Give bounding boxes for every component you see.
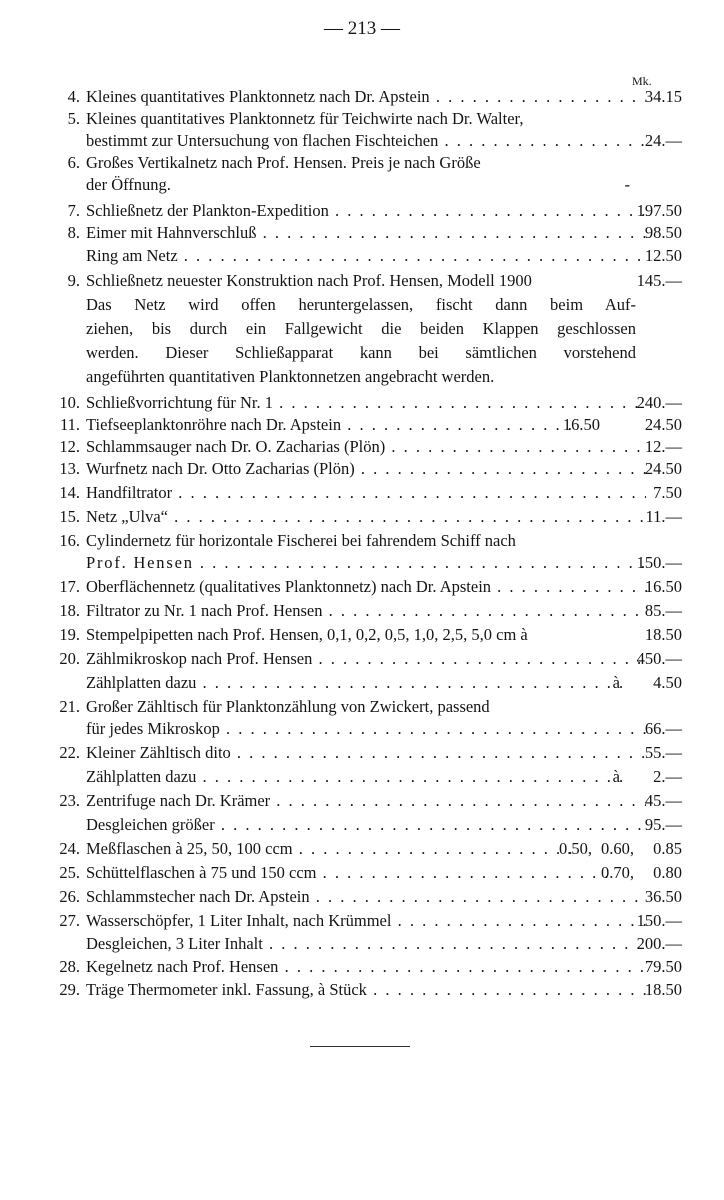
price-list-item	[50, 933, 682, 955]
item-number: 4.	[67, 87, 80, 106]
price-list-item	[50, 742, 682, 764]
item-number: 21.	[59, 697, 80, 716]
price-list-item	[50, 814, 682, 836]
item-price: 240.—	[636, 393, 682, 412]
price-list-item-continuation	[50, 718, 682, 740]
item-description: Großer Zähltisch für Planktonzählung von Zwickert, passend	[86, 697, 490, 716]
closing-rule	[310, 1046, 410, 1047]
item-price: 45.—	[644, 791, 682, 810]
item-description: Zentrifuge nach Dr. Krämer . . .	[86, 790, 646, 812]
item-description-cont: der Öffnung.	[86, 175, 171, 194]
price-list-item	[50, 245, 682, 267]
item-description: Kegelnetz nach Prof. Hensen . . .	[86, 956, 646, 978]
item-description: Wurfnetz nach Dr. Otto Zacharias (Plön) . . .	[86, 458, 646, 480]
item-price: 11.—	[645, 507, 682, 526]
price-list-item-continuation	[50, 130, 682, 152]
price-list-item-continuation	[50, 174, 682, 196]
item-price: 55.—	[644, 743, 682, 762]
note-line: werden. Dieser Schließapparat kann bei sämtlichen vorstehend	[86, 343, 636, 362]
item-number: 5.	[67, 109, 80, 128]
note-line: Das Netz wird offen heruntergelassen, fischt dann beim Auf-	[86, 295, 636, 314]
item-number: 8.	[67, 223, 80, 242]
item-price: 0.80	[653, 863, 682, 882]
item-description: Schüttelflaschen à 75 und 150 ccm . . .	[86, 862, 616, 884]
item-description-cont: bestimmt zur Untersuchung von flachen Fischteichen . . .	[86, 130, 646, 152]
item-number: 18.	[59, 601, 80, 620]
price-list-item	[50, 270, 682, 292]
item-price-a: 0.50,	[559, 839, 592, 858]
item-number: 26.	[59, 887, 80, 906]
price-list-item	[50, 506, 682, 528]
price-list-item	[50, 200, 682, 222]
item-description: Zählplatten dazu . . .	[86, 672, 630, 694]
item-price: 95.—	[644, 815, 682, 834]
item-price: 79.50	[644, 957, 682, 976]
item-description: Ring am Netz . . .	[86, 245, 646, 267]
item-price: 34.15	[644, 87, 682, 106]
item-unit: à	[612, 767, 620, 786]
item-description: Tiefseeplanktonröhre nach Dr. Apstein . . .	[86, 414, 576, 436]
item-number: 17.	[59, 577, 80, 596]
item-number: 20.	[59, 649, 80, 668]
item-description: Träge Thermometer inkl. Fassung, à Stück . . .	[86, 979, 646, 1001]
item-price: 150.—	[636, 911, 682, 930]
item-description: Eimer mit Hahnverschluß . . .	[86, 222, 646, 244]
price-list-item	[50, 86, 682, 108]
item-price-b: 0.70,	[601, 863, 634, 882]
price-list-item	[50, 766, 682, 788]
item-unit: à	[612, 673, 620, 692]
item-price: 145.—	[636, 271, 682, 290]
item-price: 7.50	[653, 483, 682, 502]
price-list-item	[50, 910, 682, 932]
item-price: 16.50	[644, 577, 682, 596]
price-list-item	[50, 790, 682, 812]
item-description: Schließnetz neuester Konstruktion nach Prof. Hensen, Modell 1900	[86, 271, 532, 290]
item-number: 24.	[59, 839, 80, 858]
item-price: 450.—	[636, 649, 682, 668]
item-description-cont: für jedes Mikroskop . . .	[86, 718, 646, 740]
item-description: Netz „Ulva“ . . .	[86, 506, 646, 528]
item-price: 36.50	[644, 887, 682, 906]
item-description: Schließvorrichtung für Nr. 1 . . .	[86, 392, 646, 414]
item-price: 18.50	[644, 980, 682, 999]
price-list-item	[50, 576, 682, 598]
item-number: 9.	[67, 271, 80, 290]
item-number: 28.	[59, 957, 80, 976]
item-price: 2.—	[653, 767, 682, 786]
price-list-item	[50, 414, 682, 436]
item-description: Desgleichen, 3 Liter Inhalt . . .	[86, 933, 646, 955]
item-number: 27.	[59, 911, 80, 930]
item-description: Stempelpipetten nach Prof. Hensen, 0,1, 0,2, 0,5, 1,0, 2,5, 5,0 cm à	[86, 625, 528, 644]
price-list-item	[50, 862, 682, 884]
price-list-item	[50, 152, 682, 174]
item-description: Zählmikroskop nach Prof. Hensen . . .	[86, 648, 646, 670]
currency-label: Mk.	[632, 74, 652, 88]
item-number: 6.	[67, 153, 80, 172]
item-description: Cylindernetz für horizontale Fischerei bei fahrendem Schiff nach	[86, 531, 516, 550]
item-number: 25.	[59, 863, 80, 882]
item-description: Kleines quantitatives Planktonnetz für Teichwirte nach Dr. Walter,	[86, 109, 524, 128]
item-description: Kleiner Zähltisch dito . . .	[86, 742, 646, 764]
item-description: Meßflaschen à 25, 50, 100 ccm . . .	[86, 838, 576, 860]
item-price: 150.—	[636, 553, 682, 572]
item-price: 4.50	[653, 673, 682, 692]
item-description-cont: Prof. Hensen . . .	[86, 552, 646, 574]
price-list-item	[50, 624, 682, 646]
price-list-item	[50, 600, 682, 622]
price-list-item	[50, 436, 682, 458]
item-price: 12.—	[644, 437, 682, 456]
item-price: 85.—	[644, 601, 682, 620]
price-list-item-continuation	[50, 552, 682, 574]
price-list-item	[50, 672, 682, 694]
note-line: ziehen, bis durch ein Fallgewicht die beiden Klappen geschlossen	[86, 319, 636, 338]
item-price: 200.—	[636, 934, 682, 953]
price-list-item	[50, 886, 682, 908]
item-price: 12.50	[644, 246, 682, 265]
item-price: 0.85	[653, 839, 682, 858]
page-number: — 213 —	[324, 18, 400, 39]
price-list-item	[50, 956, 682, 978]
price-list-item	[50, 222, 682, 244]
price-list-item	[50, 979, 682, 1001]
item-description: Schlammstecher nach Dr. Apstein . . .	[86, 886, 646, 908]
item-price: 66.—	[644, 719, 682, 738]
item-number: 29.	[59, 980, 80, 999]
price-list-item	[50, 392, 682, 414]
price-list-item	[50, 482, 682, 504]
item-number: 14.	[59, 483, 80, 502]
price-list-item	[50, 648, 682, 670]
note-line: angeführten quantitativen Planktonnetzen angebracht werden.	[86, 367, 495, 386]
item-description: Schließnetz der Plankton-Expedition . . .	[86, 200, 646, 222]
item-number: 22.	[59, 743, 80, 762]
price-list-item	[50, 530, 682, 552]
item-number: 7.	[67, 201, 80, 220]
item-description: Desgleichen größer . . .	[86, 814, 646, 836]
price-list-item	[50, 838, 682, 860]
item-description: Zählplatten dazu . . .	[86, 766, 630, 788]
item-number: 23.	[59, 791, 80, 810]
item-description: Schlammsauger nach Dr. O. Zacharias (Plön) . . .	[86, 436, 646, 458]
item-price: 24.—	[644, 131, 682, 150]
item-price-b: 0.60,	[601, 839, 634, 858]
item-number: 12.	[59, 437, 80, 456]
item-price: 98.50	[644, 223, 682, 242]
price-list-item	[50, 108, 682, 130]
item-description: Oberflächennetz (qualitatives Planktonnetz) nach Dr. Apstein . . .	[86, 576, 656, 598]
item-description: Großes Vertikalnetz nach Prof. Hensen. Preis je nach Größe	[86, 153, 481, 172]
item-number: 16.	[59, 531, 80, 550]
item-price: 24.50	[644, 415, 682, 434]
item-number: 15.	[59, 507, 80, 526]
item-description: Filtrator zu Nr. 1 nach Prof. Hensen . . .	[86, 600, 646, 622]
item-price-single: 16.50	[562, 415, 600, 434]
price-list-item	[50, 458, 682, 480]
item-description: Handfiltrator . . .	[86, 482, 646, 504]
item-price: -	[624, 175, 630, 194]
item-number: 10.	[59, 393, 80, 412]
price-list-item	[50, 696, 682, 718]
item-number: 19.	[59, 625, 80, 644]
item-price: 24.50	[644, 459, 682, 478]
item-description: Kleines quantitatives Planktonnetz nach Dr. Apstein . . .	[86, 86, 646, 108]
item-number: 13.	[59, 459, 80, 478]
item-price: 18.50	[644, 625, 682, 644]
item-description: Wasserschöpfer, 1 Liter Inhalt, nach Krümmel . . .	[86, 910, 646, 932]
item-number: 11.	[59, 415, 80, 434]
item-price: 197.50	[636, 201, 682, 220]
